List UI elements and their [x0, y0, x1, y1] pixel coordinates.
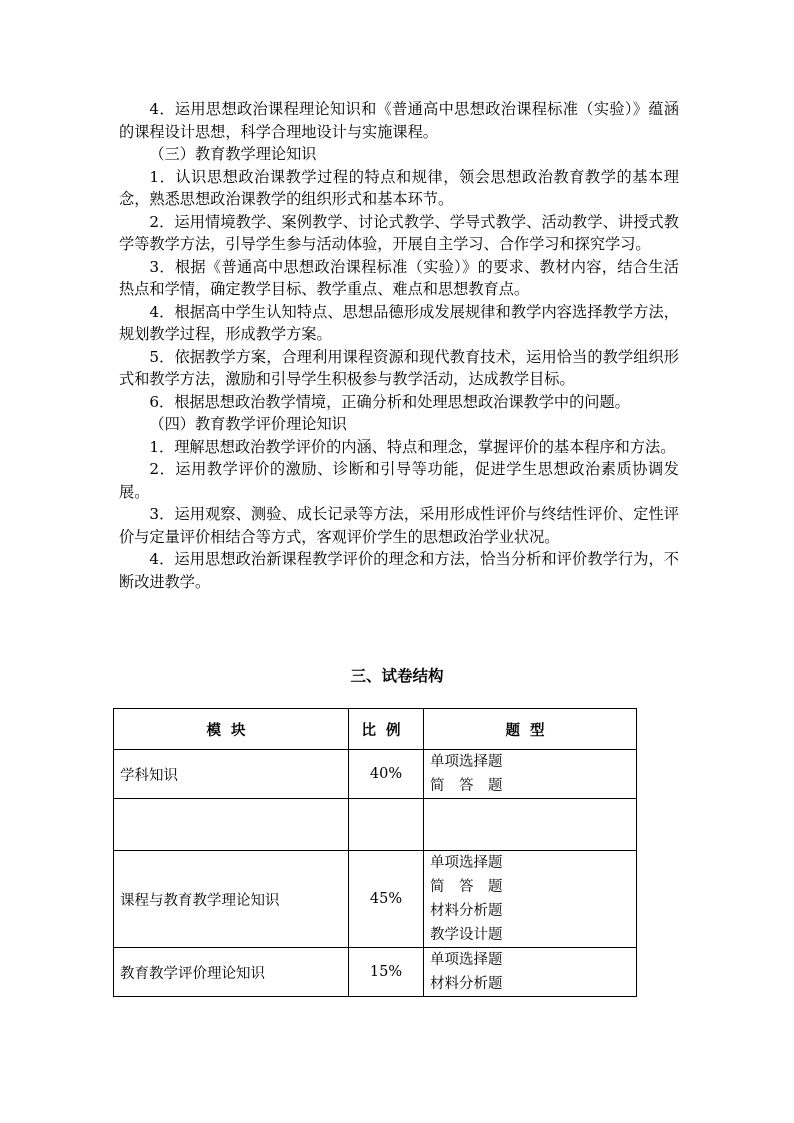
- ratio-cell: 40%: [349, 750, 424, 799]
- subsection-heading: （四）教育教学评价理论知识: [149, 415, 347, 433]
- question-type: 单项选择题: [430, 952, 503, 968]
- table-row: [114, 851, 637, 948]
- question-type-cell: [424, 799, 637, 851]
- question-type: 单项选择题: [430, 754, 503, 770]
- body-text: [119, 98, 679, 593]
- question-type: 材料分析题: [430, 976, 503, 992]
- question-type: 简 答 题: [430, 778, 503, 794]
- question-type: 材料分析题: [430, 903, 503, 919]
- header-question-type: 题型: [424, 709, 637, 750]
- paragraph: 6．根据思想政治教学情境，正确分析和处理思想政治课教学中的问题。: [149, 392, 630, 411]
- module-cell: 教育教学评价理论知识: [114, 948, 349, 997]
- ratio-cell: [349, 799, 424, 851]
- table-row: [114, 948, 637, 997]
- question-type-cell: [424, 851, 637, 948]
- question-type-cell: [424, 750, 637, 799]
- paragraph: 4．根据高中学生认知特点、思想品德形成发展规律和教学内容选择教学方法，规划教学过程，形成教学方案。: [119, 302, 679, 343]
- paragraph: 1．理解思想政治教学评价的内涵、特点和理念，掌握评价的基本程序和方法。: [149, 437, 676, 456]
- paragraph: 4．运用思想政治新课程教学评价的理念和方法，恰当分析和评价教学行为，不断改进教学。: [119, 550, 679, 591]
- module-cell: 学科知识: [114, 750, 349, 799]
- paragraph: 3．根据《普通高中思想政治课程标准（实验）》的要求、教材内容，结合生活热点和学情，确定教学目标、教学重点、难点和思想教育点。: [119, 257, 679, 298]
- subsection-heading: （三）教育教学理论知识: [149, 145, 317, 163]
- table-row: [114, 750, 637, 799]
- question-type: 简 答 题: [430, 879, 503, 895]
- ratio-cell: 45%: [349, 851, 424, 948]
- paragraph: 4．运用思想政治课程理论知识和《普通高中思想政治课程标准（实验）》蕴涵的课程设计思想，科学合理地设计与实施课程。: [119, 100, 679, 141]
- header-module: 模块: [114, 709, 349, 750]
- module-cell: 课程与教育教学理论知识: [114, 851, 349, 948]
- header-ratio: 比例: [349, 709, 424, 750]
- ratio-cell: 15%: [349, 948, 424, 997]
- paragraph: 3．运用观察、测验、成长记录等方法，采用形成性评价与终结性评价、定性评价与定量评价相结合等方式，客观评价学生的思想政治学业状况。: [119, 505, 679, 546]
- question-type: 单项选择题: [430, 855, 503, 871]
- table-header-row: [114, 709, 637, 750]
- exam-structure-table: [113, 708, 637, 997]
- section-title: 三、试卷结构: [350, 667, 444, 685]
- paragraph: 5．依据教学方案，合理利用课程资源和现代教育技术，运用恰当的教学组织形式和教学方法，激励和引导学生积极参与教学活动，达成教学目标。: [119, 347, 679, 388]
- question-type-cell: [424, 948, 637, 997]
- question-type: 教学设计题: [430, 927, 503, 943]
- table-row-empty: [114, 799, 637, 851]
- module-cell: [114, 799, 349, 851]
- paragraph: 1．认识思想政治课教学过程的特点和规律，领会思想政治教育教学的基本理念，熟悉思想政治课教学的组织形式和基本环节。: [119, 167, 679, 208]
- paragraph: 2．运用情境教学、案例教学、讨论式教学、学导式教学、活动教学、讲授式教学等教学方法，引导学生参与活动体验，开展自主学习、合作学习和探究学习。: [119, 212, 679, 253]
- paragraph: 2．运用教学评价的激励、诊断和引导等功能，促进学生思想政治素质协调发展。: [119, 460, 679, 501]
